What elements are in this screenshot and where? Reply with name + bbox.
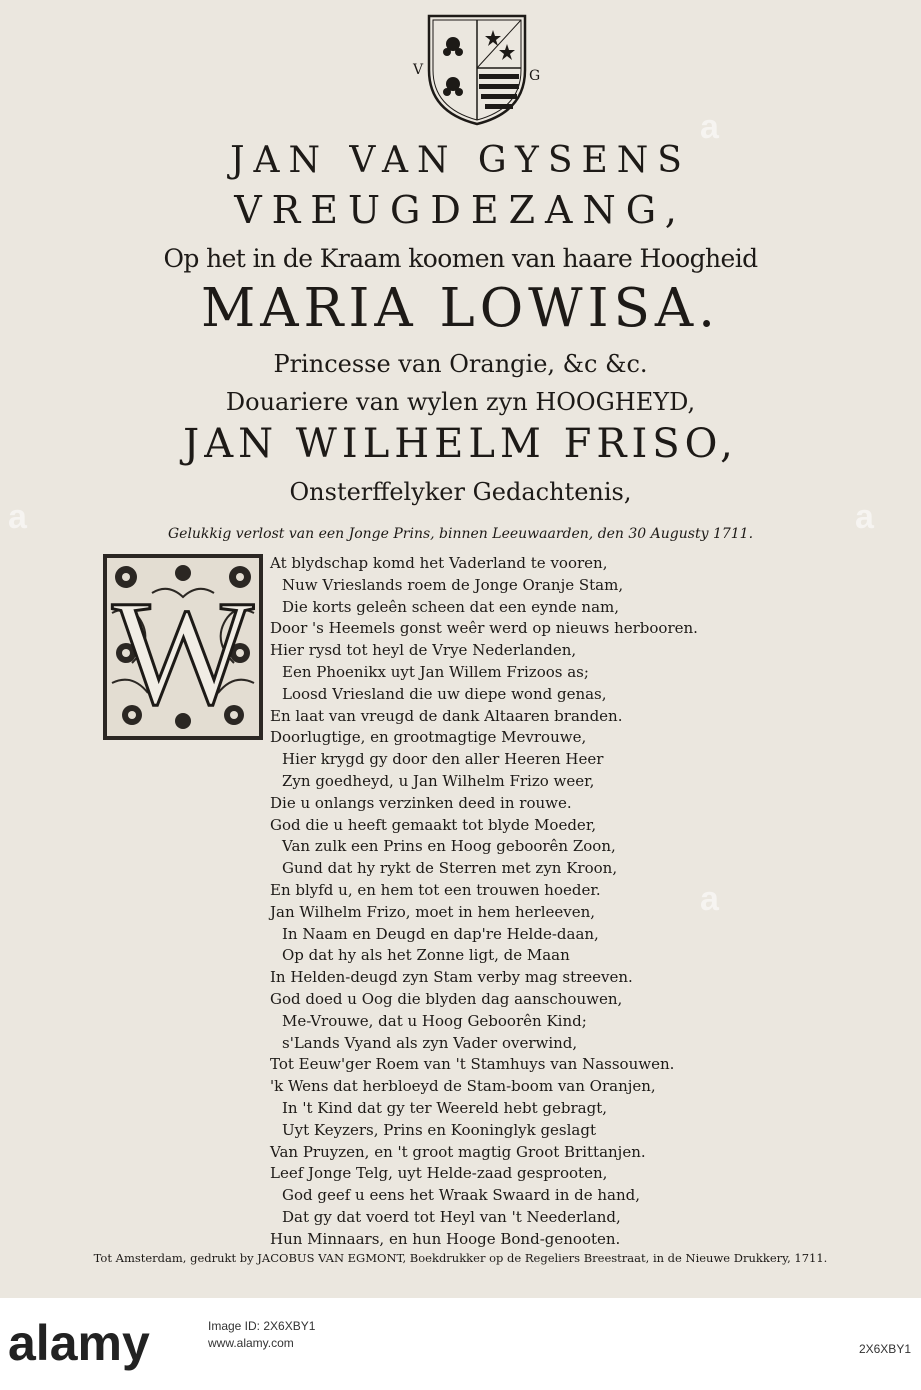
- alamy-logo: [8, 1314, 198, 1372]
- decorated-initial: [102, 553, 264, 741]
- title-name: MARIA LOWISA.: [201, 278, 720, 339]
- poem-line: En blyfd u, en hem tot een trouwen hoeder.: [270, 880, 601, 899]
- stock-info: [208, 1318, 315, 1352]
- poem-line: Nuw Vrieslands roem de Jonge Oranje Stam,: [282, 575, 624, 594]
- poem-line: Loosd Vriesland die uw diepe wond genas,: [282, 684, 607, 703]
- title-dowager: Douariere van wylen zyn HOOGHEYD,: [225, 388, 696, 416]
- stock-url: www.alamy.com: [208, 1336, 294, 1350]
- poem-line: Die u onlangs verzinken deed in rouwe.: [270, 793, 572, 812]
- poem-line: God die u heeft gemaakt tot blyde Moeder,: [270, 815, 597, 834]
- title-memory: Onsterffelyker Gedachtenis,: [289, 478, 632, 506]
- coat-of-arms: [409, 8, 545, 128]
- poem-line: At blydschap komd het Vaderland te vooren,: [270, 554, 608, 572]
- poem-line: 'k Wens dat herbloeyd de Stam-boom van Oranjen,: [270, 1077, 656, 1096]
- image-id-short: 2X6XBY1: [858, 1342, 911, 1356]
- crest-initial-left: V: [413, 62, 424, 78]
- dateline: Gelukkig verlost van een Jonge Prins, binnen Leeuwaarden, den 30 Augusty 1711.: [167, 526, 754, 542]
- dropcap-letter: W: [112, 570, 254, 736]
- poem-line: Die korts geleên scheen dat een eynde nam,: [282, 597, 620, 616]
- poem-line: Van zulk een Prins en Hoog geboorên Zoon,: [282, 837, 616, 856]
- poem-line: In Naam en Deugd en dap're Helde-daan,: [282, 924, 599, 943]
- poem-line: God doed u Oog die blyden dag aanschouwen,: [270, 989, 623, 1008]
- poem-line: Hun Minnaars, en hun Hooge Bond-genooten.: [270, 1229, 621, 1248]
- watermark-mark: a: [855, 498, 875, 536]
- poem-line: Op dat hy als het Zonne ligt, de Maan: [282, 946, 570, 965]
- poem-line: Leef Jonge Telg, uyt Helde-zaad gesprooten,: [270, 1164, 608, 1183]
- watermark-mark: a: [700, 108, 720, 146]
- poem-line: Gund dat hy rykt de Sterren met zyn Kroon,: [282, 859, 618, 878]
- title-friso: JAN WILHELM FRISO,: [183, 421, 738, 467]
- poem-line: God geef u eens het Wraak Swaard in de hand,: [282, 1186, 641, 1205]
- poem-line: Een Phoenikx uyt Jan Willem Frizoos as;: [282, 662, 589, 681]
- crest-initial-right: G: [529, 68, 541, 84]
- poem-line: Hier rysd tot heyl de Vrye Nederlanden,: [270, 641, 577, 660]
- poem-line: Hier krygd gy door den aller Heeren Heer: [282, 750, 604, 769]
- alamy-logo-text: alamy: [8, 1315, 150, 1371]
- poem-line: In 't Kind dat gy ter Weereld hebt gebragt,: [282, 1098, 608, 1117]
- image-id-label: Image ID: 2X6XBY1: [208, 1319, 316, 1333]
- watermark-mark: a: [700, 880, 720, 918]
- title-work: VREUGDEZANG,: [234, 188, 687, 232]
- poem-line: In Helden-deugd zyn Stam verby mag streeven.: [270, 968, 633, 987]
- poem-line: Door 's Heemels gonst weêr werd op nieuws herbooren.: [270, 619, 698, 638]
- poem-line: Jan Wilhelm Frizo, moet in hem herleeven,: [270, 902, 596, 921]
- colophon: Tot Amsterdam, gedrukt by JACOBUS VAN EGMONT, Boekdrukker op de Regeliers Breestraat, in de Nieuwe Drukkery, 1711.: [93, 1251, 828, 1265]
- watermark-mark: a: [8, 498, 28, 536]
- title-princess: Princesse van Orangie, &c &c.: [273, 350, 648, 378]
- title-author: JAN VAN GYSENS: [230, 140, 691, 181]
- poem-line: Dat gy dat voerd tot Heyl van 't Neederland,: [282, 1207, 621, 1226]
- poem-line: Me-Vrouwe, dat u Hoog Geboorên Kind;: [282, 1011, 587, 1030]
- poem-line: En laat van vreugd de dank Altaaren branden.: [270, 706, 623, 725]
- poem-line: Zyn goedheyd, u Jan Wilhelm Frizo weer,: [282, 771, 595, 790]
- poem-line: Tot Eeuw'ger Roem van 't Stamhuys van Nassouwen.: [270, 1055, 675, 1074]
- poem-line: Uyt Keyzers, Prins en Kooninglyk geslagt: [282, 1120, 597, 1139]
- poem-line: Van Pruyzen, en 't groot magtig Groot Brittanjen.: [270, 1142, 646, 1161]
- poem: [270, 553, 698, 1251]
- poem-line: Doorlugtige, en grootmagtige Mevrouwe,: [270, 728, 587, 747]
- title-occasion: Op het in de Kraam koomen van haare Hoogheid: [163, 244, 758, 273]
- poem-line: s'Lands Vyand als zyn Vader overwind,: [282, 1033, 578, 1052]
